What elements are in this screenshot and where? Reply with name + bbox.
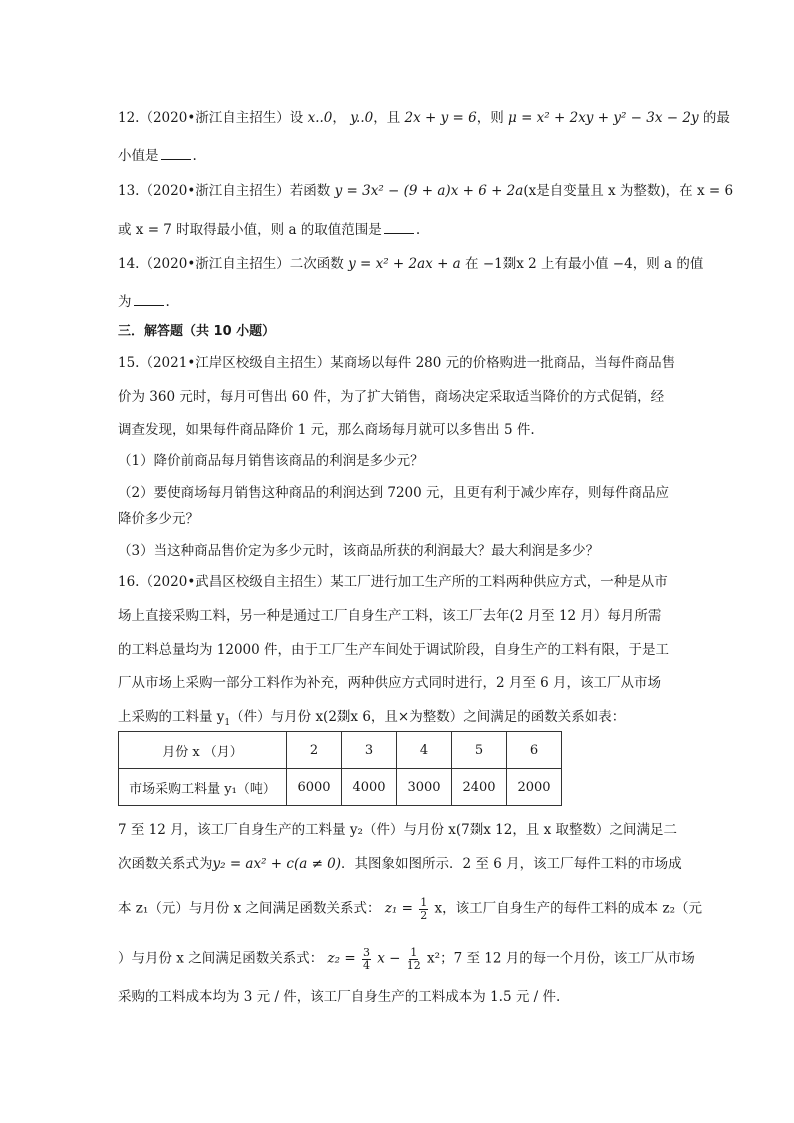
- q15-line3: 调查发现，如果每件商品降价 1 元，那么商场每月就可以多售出 5 件.: [118, 422, 535, 438]
- q12-line2: 小值是 .: [118, 148, 197, 164]
- table-cell: 6: [507, 732, 562, 769]
- fraction: $\frac{1}{2}$: [420, 896, 428, 922]
- table-cell: 4000: [342, 769, 397, 806]
- data-table: [118, 731, 562, 806]
- q16-after2: 次函数关系式为y₂ = ax² + c(a ≠ 0)．其图象如图所示．2 至 6 月，该工厂每件工料的市场成: [118, 856, 682, 872]
- table-cell: 2400: [452, 769, 507, 806]
- q16-line4: 厂从市场上采购一部分工料作为补充，两种供应方式同时进行，2 月至 6 月，该工厂从市场: [118, 675, 662, 691]
- q14-line2: 为 .: [118, 294, 170, 310]
- q16-after1: 7 至 12 月，该工厂自身生产的工料量 y₂（件）与月份 x(7剟x 12，且 x 取整数）之间满足二: [118, 822, 678, 838]
- fraction: $\frac{1}{12}$: [406, 946, 421, 972]
- q16-after3: 本 z₁（元）与月份 x 之间满足函数关系式： z₁ = $\frac{1}{2}$ x，该工厂自身生产的每件工料的成本 z₂（元: [118, 896, 702, 922]
- q15-line1: 15.（2021•江岸区校级自主招生）某商场以每件 280 元的价格购进一批商品，当每件商品售: [118, 355, 676, 371]
- q16-line3: 的工料总量均为 12000 件，由于工厂生产车间处于调试阶段，自身生产的工料有限，于是工: [118, 642, 670, 658]
- table-cell: 6000: [287, 769, 342, 806]
- q15-line2: 价为 360 元时，每月可售出 60 件，为了扩大销售，商场决定采取适当降价的方式促销，经: [118, 389, 665, 405]
- q16-after4: ）与月份 x 之间满足函数关系式： z₂ = $\frac{3}{4}$ x − $\frac{1}{12}$ x²；7 至 12 月的每一个月份，该工厂从市场: [118, 946, 695, 972]
- q16-after5: 采购的工料成本均为 3 元 / 件，该工厂自身生产的工料成本为 1.5 元 / 件.: [118, 989, 561, 1005]
- q13-line2: 或 x = 7 时取得最小值，则 a 的取值范围是 .: [118, 222, 421, 238]
- fraction: $\frac{3}{4}$: [362, 946, 370, 972]
- table-row: [119, 732, 562, 769]
- q16-line1: 16.（2020•武昌区校级自主招生）某工厂进行加工生产所的工料两种供应方式，一种是从市: [118, 574, 668, 590]
- q16-line5: 上采购的工料量 $y_1$（件）与月份 x(2剟x 6，且×为整数）之间满足的函数关系如表：: [118, 709, 626, 728]
- q14-line1: 14.（2020•浙江自主招生）二次函数 y = x² + 2ax + a 在 −1剟x 2 上有最小值 −4，则 a 的值: [118, 256, 704, 272]
- table-cell: 4: [397, 732, 452, 769]
- section-title: 三．解答题（共 10 小题）: [118, 324, 276, 339]
- q15-sub3: （3）当这种商品售价定为多少元时，该商品所获的利润最大？最大利润是多少？: [118, 543, 600, 559]
- q15-sub2-line2: 降价多少元？: [118, 511, 199, 527]
- table-header-cell: 月份 x （月）: [119, 732, 287, 769]
- answer-blank: [384, 222, 414, 234]
- answer-blank: [161, 148, 191, 160]
- answer-blank: [134, 294, 164, 306]
- q15-sub1: （1）降价前商品每月销售该商品的利润是多少元？: [118, 453, 424, 469]
- q15-sub2-line1: （2）要使商场每月销售这种商品的利润达到 7200 元，且更有利于减少库存，则每件商品应: [118, 485, 670, 501]
- table-cell: 2000: [507, 769, 562, 806]
- q12-line1: 12.（2020•浙江自主招生）设 x..0， y..0，且 2x + y = 6，则 μ = x² + 2xy + y² − 3x − 2y 的最: [118, 110, 730, 126]
- table-cell: 5: [452, 732, 507, 769]
- table-cell: 3: [342, 732, 397, 769]
- table-header-cell: 市场采购工料量 y₁（吨）: [119, 769, 287, 806]
- table-cell: 3000: [397, 769, 452, 806]
- table-row: [119, 769, 562, 806]
- table-cell: 2: [287, 732, 342, 769]
- q16-line2: 场上直接采购工料，另一种是通过工厂自身生产工料，该工厂去年(2 月至 12 月）每月所需: [118, 608, 662, 624]
- q13-line1: 13.（2020•浙江自主招生）若函数 y = 3x² − (9 + a)x + 6 + 2a(x是自变量且 x 为整数)，在 x = 6: [118, 183, 734, 199]
